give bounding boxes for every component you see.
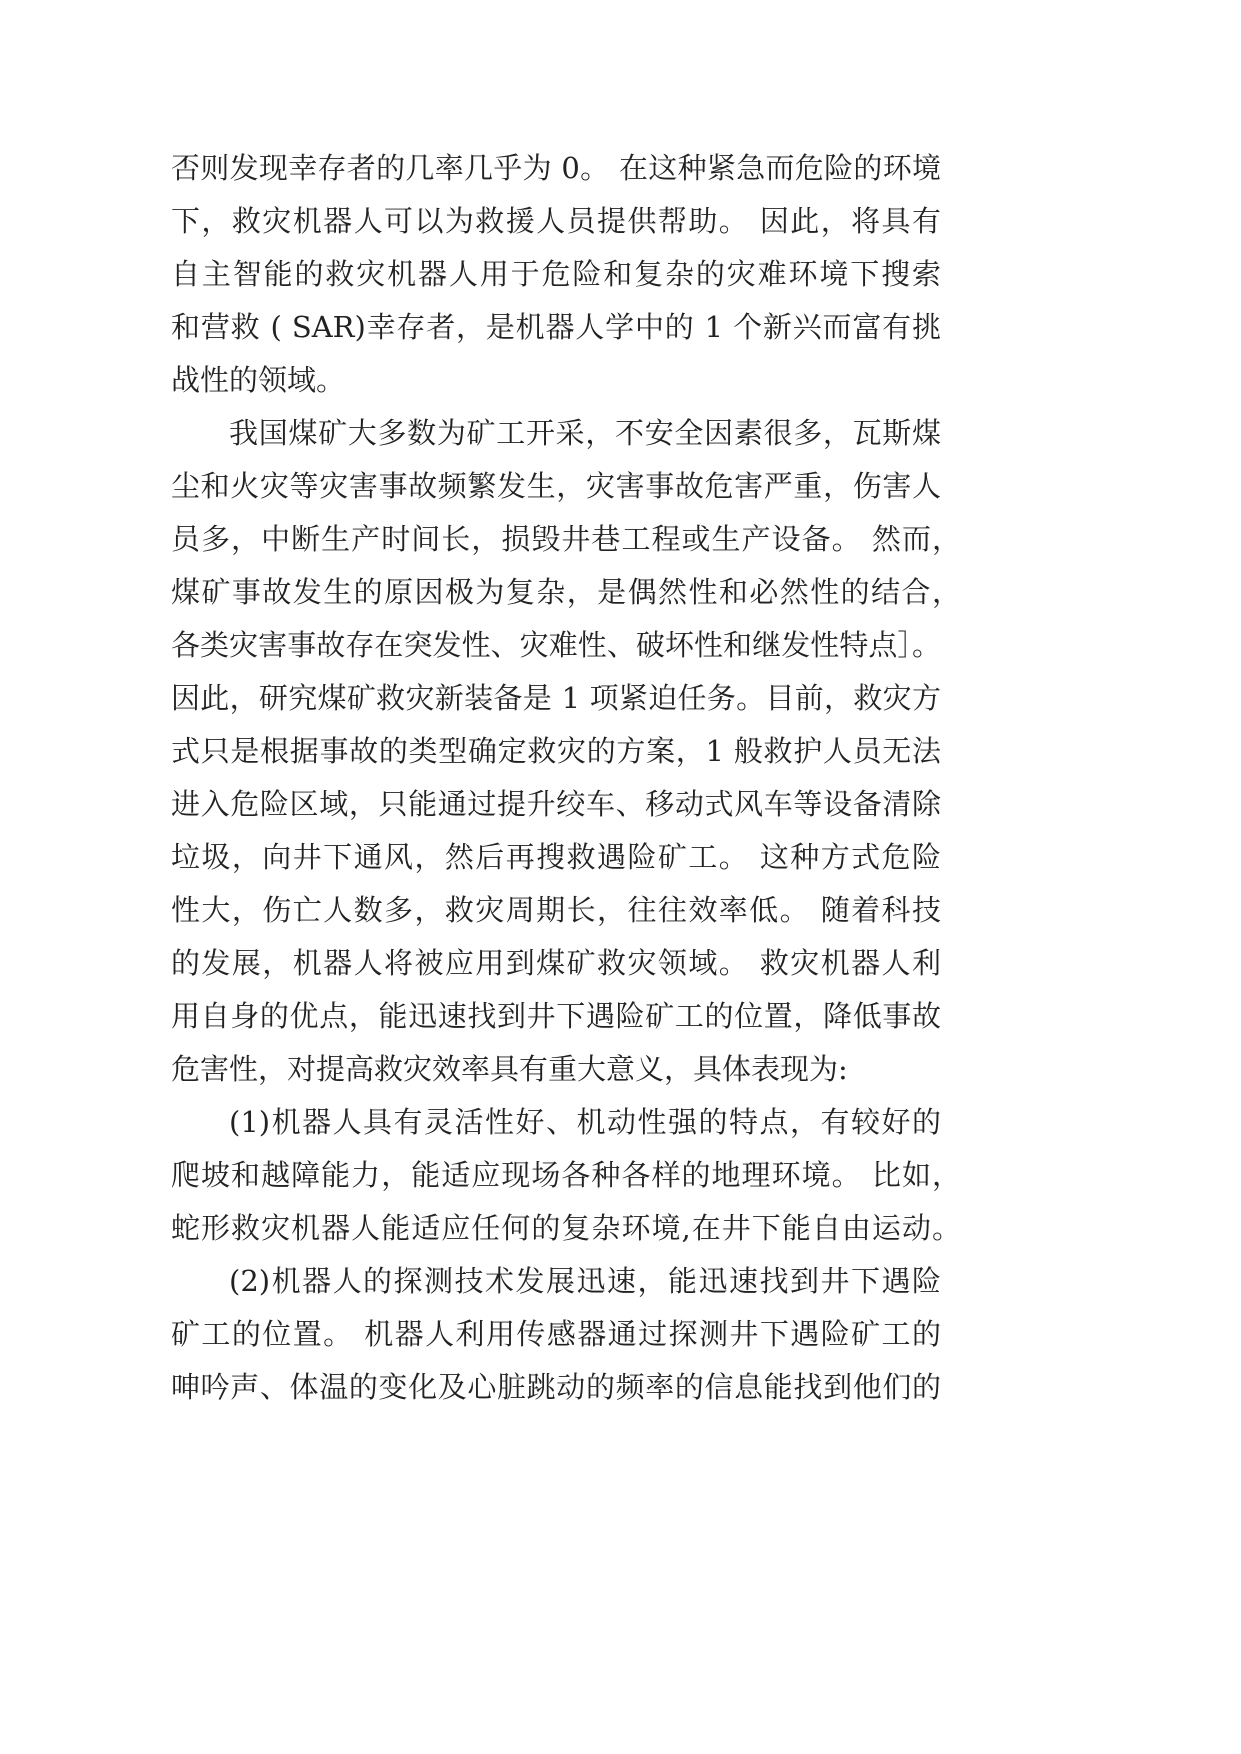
text-line: 员多，中断生产时间长，损毁井巷工程或生产设备。 然而，	[171, 522, 961, 556]
text-line: 呻吟声、体温的变化及心脏跳动的频率的信息能找到他们的	[171, 1370, 941, 1404]
text-line: 的发展，机器人将被应用到煤矿救灾领域。 救灾机器人利	[171, 946, 941, 980]
text-line: 因此，研究煤矿救灾新装备是 1 项紧迫任务。目前，救灾方	[171, 681, 941, 715]
text-line: 危害性，对提高救灾效率具有重大意义，具体表现为:	[171, 1052, 848, 1086]
text-line: 否则发现幸存者的几率几乎为 0。 在这种紧急而危险的环境	[171, 151, 941, 185]
text-line: 下，救灾机器人可以为救援人员提供帮助。 因此，将具有	[171, 204, 941, 238]
text-line: 我国煤矿大多数为矿工开采，不安全因素很多，瓦斯煤	[229, 416, 941, 450]
text-line: 性大，伤亡人数多，救灾周期长，往往效率低。 随着科技	[171, 893, 941, 927]
text-line: 矿工的位置。 机器人利用传感器通过探测井下遇险矿工的	[171, 1317, 941, 1351]
text-line: (2)机器人的探测技术发展迅速，能迅速找到井下遇险	[229, 1264, 941, 1298]
text-line: 煤矿事故发生的原因极为复杂，是偶然性和必然性的结合，	[171, 575, 961, 609]
text-line: 进入危险区域，只能通过提升绞车、移动式风车等设备清除	[171, 787, 941, 821]
text-line: 尘和火灾等灾害事故频繁发生，灾害事故危害严重，伤害人	[171, 469, 941, 503]
text-line: 用自身的优点，能迅速找到井下遇险矿工的位置，降低事故	[171, 999, 941, 1033]
text-line: (1)机器人具有灵活性好、机动性强的特点，有较好的	[229, 1105, 941, 1139]
text-line: 和营救 ( SAR)幸存者，是机器人学中的 1 个新兴而富有挑	[171, 310, 941, 344]
text-line: 垃圾，向井下通风，然后再搜救遇险矿工。 这种方式危险	[171, 840, 941, 874]
text-line: 式只是根据事故的类型确定救灾的方案，1 般救护人员无法	[171, 734, 941, 768]
text-line: 各类灾害事故存在突发性、灾难性、破坏性和继发性特点］。	[171, 628, 941, 662]
text-line: 自主智能的救灾机器人用于危险和复杂的灾难环境下搜索	[171, 257, 941, 291]
text-line: 战性的领域。	[171, 363, 346, 397]
text-line: 爬坡和越障能力，能适应现场各种各样的地理环境。 比如，	[171, 1158, 961, 1192]
text-line: 蛇形救灾机器人能适应任何的复杂环境,在井下能自由运动。	[171, 1211, 961, 1245]
